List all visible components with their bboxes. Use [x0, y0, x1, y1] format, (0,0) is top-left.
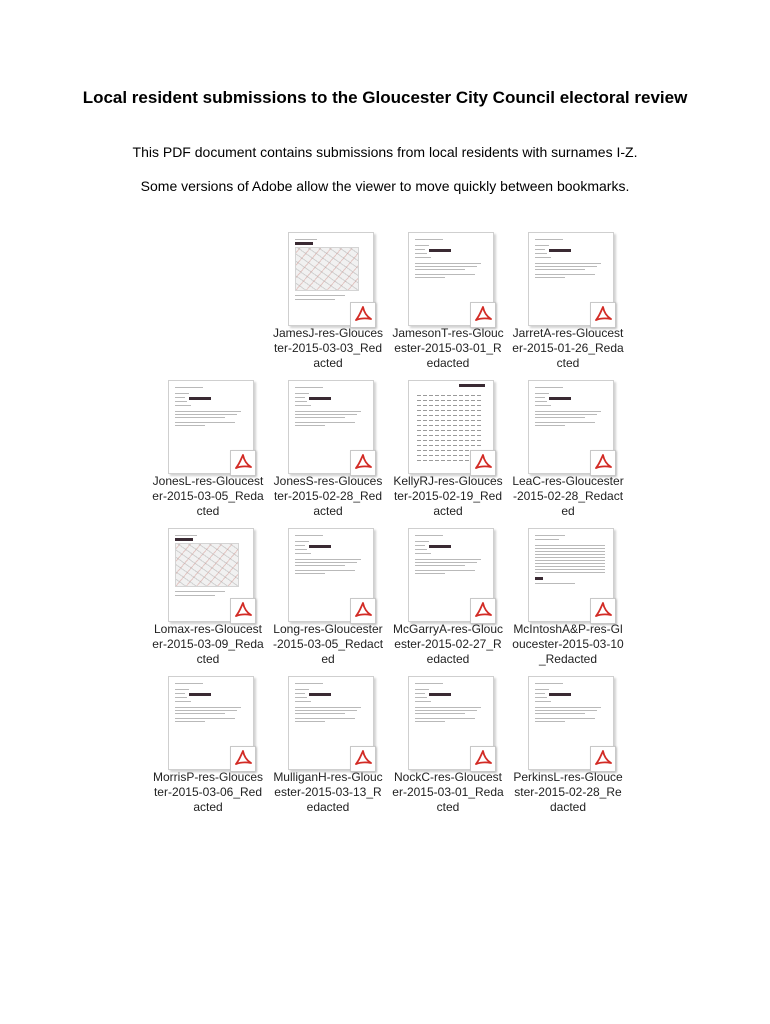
map-preview: [175, 543, 239, 587]
redaction-mark: [429, 693, 451, 696]
file-name-label: NockC-res-Gloucester-2015-03-01_Redacted: [392, 770, 504, 814]
pdf-icon: [350, 746, 376, 772]
file-name-label: MorrisP-res-Gloucester-2015-03-06_Redacted: [152, 770, 263, 814]
file-name-label: JonesL-res-Gloucester-2015-03-05_Redacted: [152, 474, 264, 518]
file-thumbnail[interactable]: [152, 374, 264, 520]
file-thumbnail[interactable]: [512, 670, 624, 816]
pdf-icon: [590, 598, 616, 624]
intro-paragraph: This PDF document contains submissions from local residents with surnames I-Z.: [132, 144, 638, 160]
file-name-label: McGarryA-res-Gloucester-2015-02-27_Redacted: [392, 622, 503, 666]
file-thumbnail[interactable]: [272, 374, 384, 520]
file-name-label: JarretA-res-Gloucester-2015-01-26_Redacted: [512, 326, 624, 370]
pdf-icon: [470, 450, 496, 476]
file-thumbnail[interactable]: [392, 670, 504, 816]
redaction-mark: [549, 397, 571, 400]
pdf-icon: [350, 302, 376, 328]
pdf-icon: [230, 598, 256, 624]
redaction-mark: [309, 397, 331, 400]
redaction-mark: [309, 545, 331, 548]
file-thumbnail-grid: [150, 224, 624, 828]
pdf-icon: [470, 302, 496, 328]
file-name-label: MulliganH-res-Gloucester-2015-03-13_Redacted: [273, 770, 383, 814]
file-name-label: LeaC-res-Gloucester-2015-02-28_Redacted: [512, 474, 624, 518]
pdf-icon: [470, 598, 496, 624]
pdf-icon: [230, 746, 256, 772]
file-name-label: Long-res-Gloucester-2015-03-05_Redacted: [272, 622, 384, 666]
file-name-label: JamesJ-res-Gloucester-2015-03-03_Redacted: [272, 326, 384, 370]
redaction-mark: [459, 384, 485, 387]
file-thumbnail[interactable]: [512, 226, 624, 372]
pdf-icon: [590, 302, 616, 328]
file-thumbnail[interactable]: [272, 522, 384, 668]
file-thumbnail[interactable]: [512, 522, 624, 668]
map-preview: [295, 247, 359, 291]
file-thumbnail[interactable]: [272, 670, 384, 816]
file-name-label: JonesS-res-Gloucester-2015-02-28_Redacted: [273, 474, 383, 518]
redaction-mark: [309, 693, 331, 696]
file-name-label: Lomax-res-Gloucester-2015-03-09_Redacted: [152, 622, 264, 666]
page-title: Local resident submissions to the Gloucester City Council electoral review: [82, 88, 688, 107]
redaction-mark: [175, 538, 193, 541]
bookmarks-note: Some versions of Adobe allow the viewer to move quickly between bookmarks.: [140, 178, 630, 194]
redaction-mark: [429, 545, 451, 548]
file-thumbnail[interactable]: [152, 670, 264, 816]
file-thumbnail[interactable]: [512, 374, 624, 520]
file-thumbnail[interactable]: [392, 226, 504, 372]
pdf-icon: [590, 450, 616, 476]
redaction-mark: [189, 693, 211, 696]
redaction-mark: [189, 397, 211, 400]
file-thumbnail[interactable]: [392, 522, 504, 668]
redaction-mark: [549, 249, 571, 252]
file-name-label: McIntoshA&P-res-Gloucester-2015-03-10_Redacted: [512, 622, 624, 666]
file-thumbnail[interactable]: [272, 226, 384, 372]
file-name-label: PerkinsL-res-Gloucester-2015-02-28_Redacted: [513, 770, 623, 814]
file-thumbnail[interactable]: [152, 522, 264, 668]
file-name-label: JamesonT-res-Gloucester-2015-03-01_Redacted: [392, 326, 504, 370]
file-thumbnail[interactable]: [392, 374, 504, 520]
redaction-mark: [535, 577, 543, 580]
pdf-icon: [350, 598, 376, 624]
file-name-label: KellyRJ-res-Gloucester-2015-02-19_Redacted: [393, 474, 503, 518]
pdf-icon: [590, 746, 616, 772]
pdf-icon: [350, 450, 376, 476]
redaction-mark: [295, 242, 313, 245]
pdf-icon: [230, 450, 256, 476]
pdf-icon: [470, 746, 496, 772]
redaction-mark: [429, 249, 451, 252]
redaction-mark: [549, 693, 571, 696]
